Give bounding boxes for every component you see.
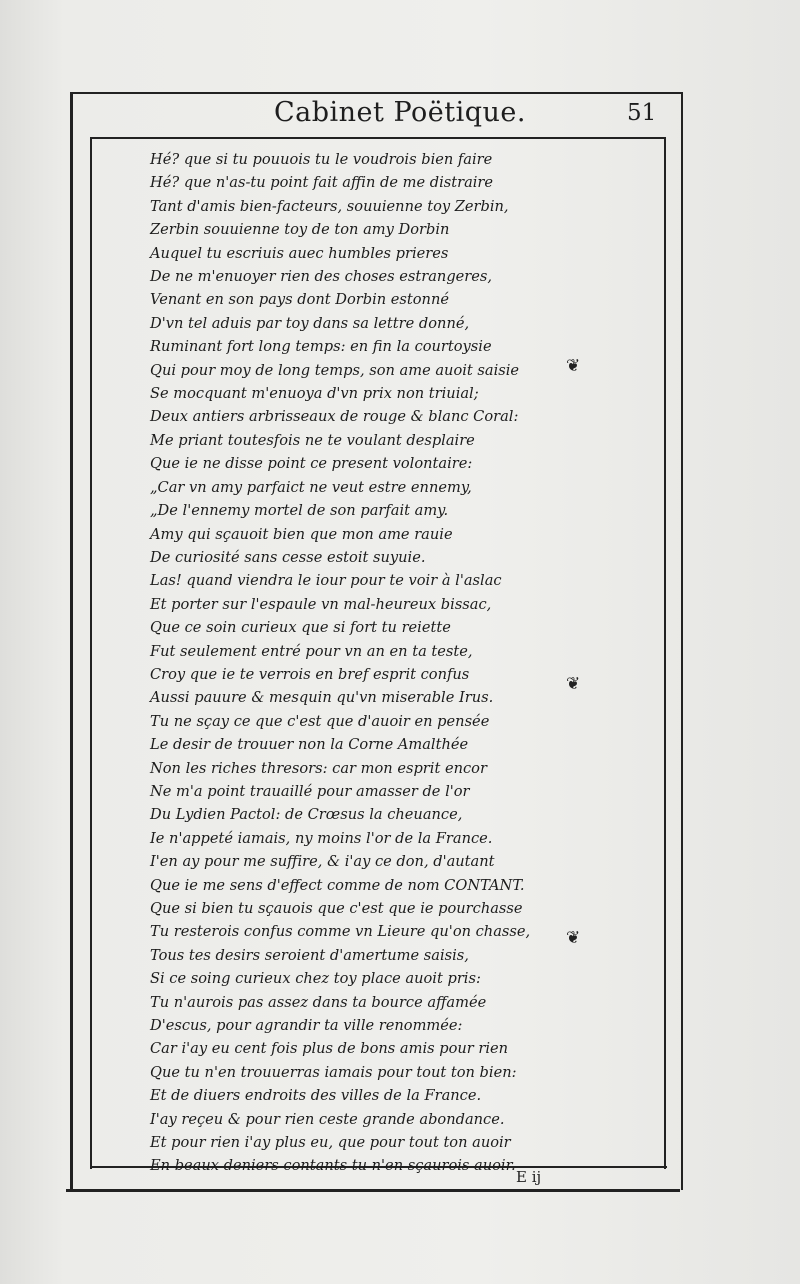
- poem-line: Et pour rien i'ay plus eu, que pour tout ton auoir: [150, 1134, 511, 1152]
- poem-line: Car i'ay eu cent fois plus de bons amis pour rien: [150, 1040, 509, 1058]
- poem-line: Ne m'a point trauaillé pour amasser de l'or: [150, 782, 470, 800]
- poem-line: I'en ay pour me suffire, & i'ay ce don, d'autant: [150, 853, 495, 871]
- running-title: Cabinet Poëtique.: [273, 97, 526, 128]
- poem-line: Ruminant fort long temps: en fin la courtoysie: [150, 338, 492, 356]
- poem-line: De curiosité sans cesse estoit suyuie.: [150, 548, 426, 566]
- outer-bottom-rule: [66, 1189, 680, 1192]
- poem-line: „Car vn amy parfaict ne veut estre ennemy,: [150, 478, 472, 496]
- poem-line: Croy que ie te verrois en bref esprit confus: [150, 665, 470, 683]
- signature-mark: E ij: [516, 1168, 542, 1186]
- poem-line: Le desir de trouuer non la Corne Amalthée: [150, 736, 469, 754]
- poem-line: Tant d'amis bien-facteurs, souuienne toy Zerbin,: [150, 197, 509, 215]
- poem-line: Non les riches thresors: car mon esprit encor: [150, 759, 487, 777]
- poem-line: Et de diuers endroits des villes de la France.: [150, 1087, 482, 1105]
- poem-line: Que ce soin curieux que si fort tu reiette: [150, 619, 451, 637]
- poem-line: Hé? que n'as-tu point fait affin de me distraire: [150, 174, 494, 192]
- fleuron-ornament-icon: ❦: [566, 928, 581, 948]
- poem-line: Las! quand viendra le iour pour te voir à l'aslac: [150, 572, 502, 590]
- poem-line: Hé? que si tu pouuois tu le voudrois bien faire: [150, 151, 493, 168]
- poem-line: Amy qui sçauoit bien que mon ame rauie: [150, 525, 453, 543]
- poem-text: [150, 148, 550, 1178]
- poem-line: D'vn tel aduis par toy dans sa lettre donné,: [150, 314, 470, 332]
- poem-line: Auquel tu escriuis auec humbles prieres: [150, 244, 449, 262]
- poem-line: Que tu n'en trouuerras iamais pour tout ton bien:: [150, 1063, 517, 1081]
- fleuron-ornament-icon: ❦: [566, 674, 581, 694]
- poem-line: Tous tes desirs seroient d'amertume saisis,: [150, 946, 469, 964]
- poem-line: Venant en son pays dont Dorbin estonné: [150, 291, 449, 309]
- poem-line: Que ie ne disse point ce present volontaire:: [150, 455, 473, 473]
- page-number: 51: [627, 100, 657, 126]
- poem-line: Si ce soing curieux chez toy place auoit pris:: [150, 970, 481, 988]
- poem-line: Tu n'aurois pas assez dans ta bource affamée: [150, 993, 487, 1011]
- poem-line: Que si bien tu sçauois que c'est que ie pourchasse: [150, 900, 523, 917]
- poem-line: Ie n'appeté iamais, ny moins l'or de la France.: [150, 829, 493, 847]
- poem-line: Qui pour moy de long temps, son ame auoit saisie: [150, 361, 520, 379]
- poem-line: Se mocquant m'enuoya d'vn prix non triuial;: [150, 385, 479, 403]
- poem-line: Deux antiers arbrisseaux de rouge & blanc Coral:: [150, 408, 519, 426]
- poem-line: Tu ne sçay ce que c'est que d'auoir en pensée: [150, 712, 490, 730]
- poem-line: „De l'ennemy mortel de son parfait amy.: [150, 502, 449, 520]
- poem-line: Du Lydien Pactol: de Crœsus la cheuance,: [150, 806, 463, 824]
- poem-line: En beaux deniers contants tu n'en sçaurois auoir.: [150, 1157, 516, 1175]
- poem-line: Que ie me sens d'effect comme de nom CONTANT.: [150, 876, 525, 894]
- poem-line: D'escus, pour agrandir ta ville renommée:: [150, 1017, 463, 1035]
- poem-line: De ne m'enuoyer rien des choses estrangeres,: [150, 268, 493, 286]
- poem-line: Zerbin souuienne toy de ton amy Dorbin: [150, 221, 450, 239]
- poem-line: Tu resterois confus comme vn Lieure qu'on chasse,: [150, 923, 531, 941]
- poem-line: Fut seulement entré pour vn an en ta teste,: [150, 642, 473, 660]
- poem-line: Me priant toutesfois ne te voulant desplaire: [150, 431, 475, 449]
- poem-line: I'ay reçeu & pour rien ceste grande abondance.: [150, 1110, 505, 1128]
- poem-line: Aussi pauure & mesquin qu'vn miserable Irus.: [150, 689, 494, 707]
- poem-line: Et porter sur l'espaule vn mal-heureux bissac,: [150, 595, 492, 613]
- fleuron-ornament-icon: ❦: [566, 356, 581, 376]
